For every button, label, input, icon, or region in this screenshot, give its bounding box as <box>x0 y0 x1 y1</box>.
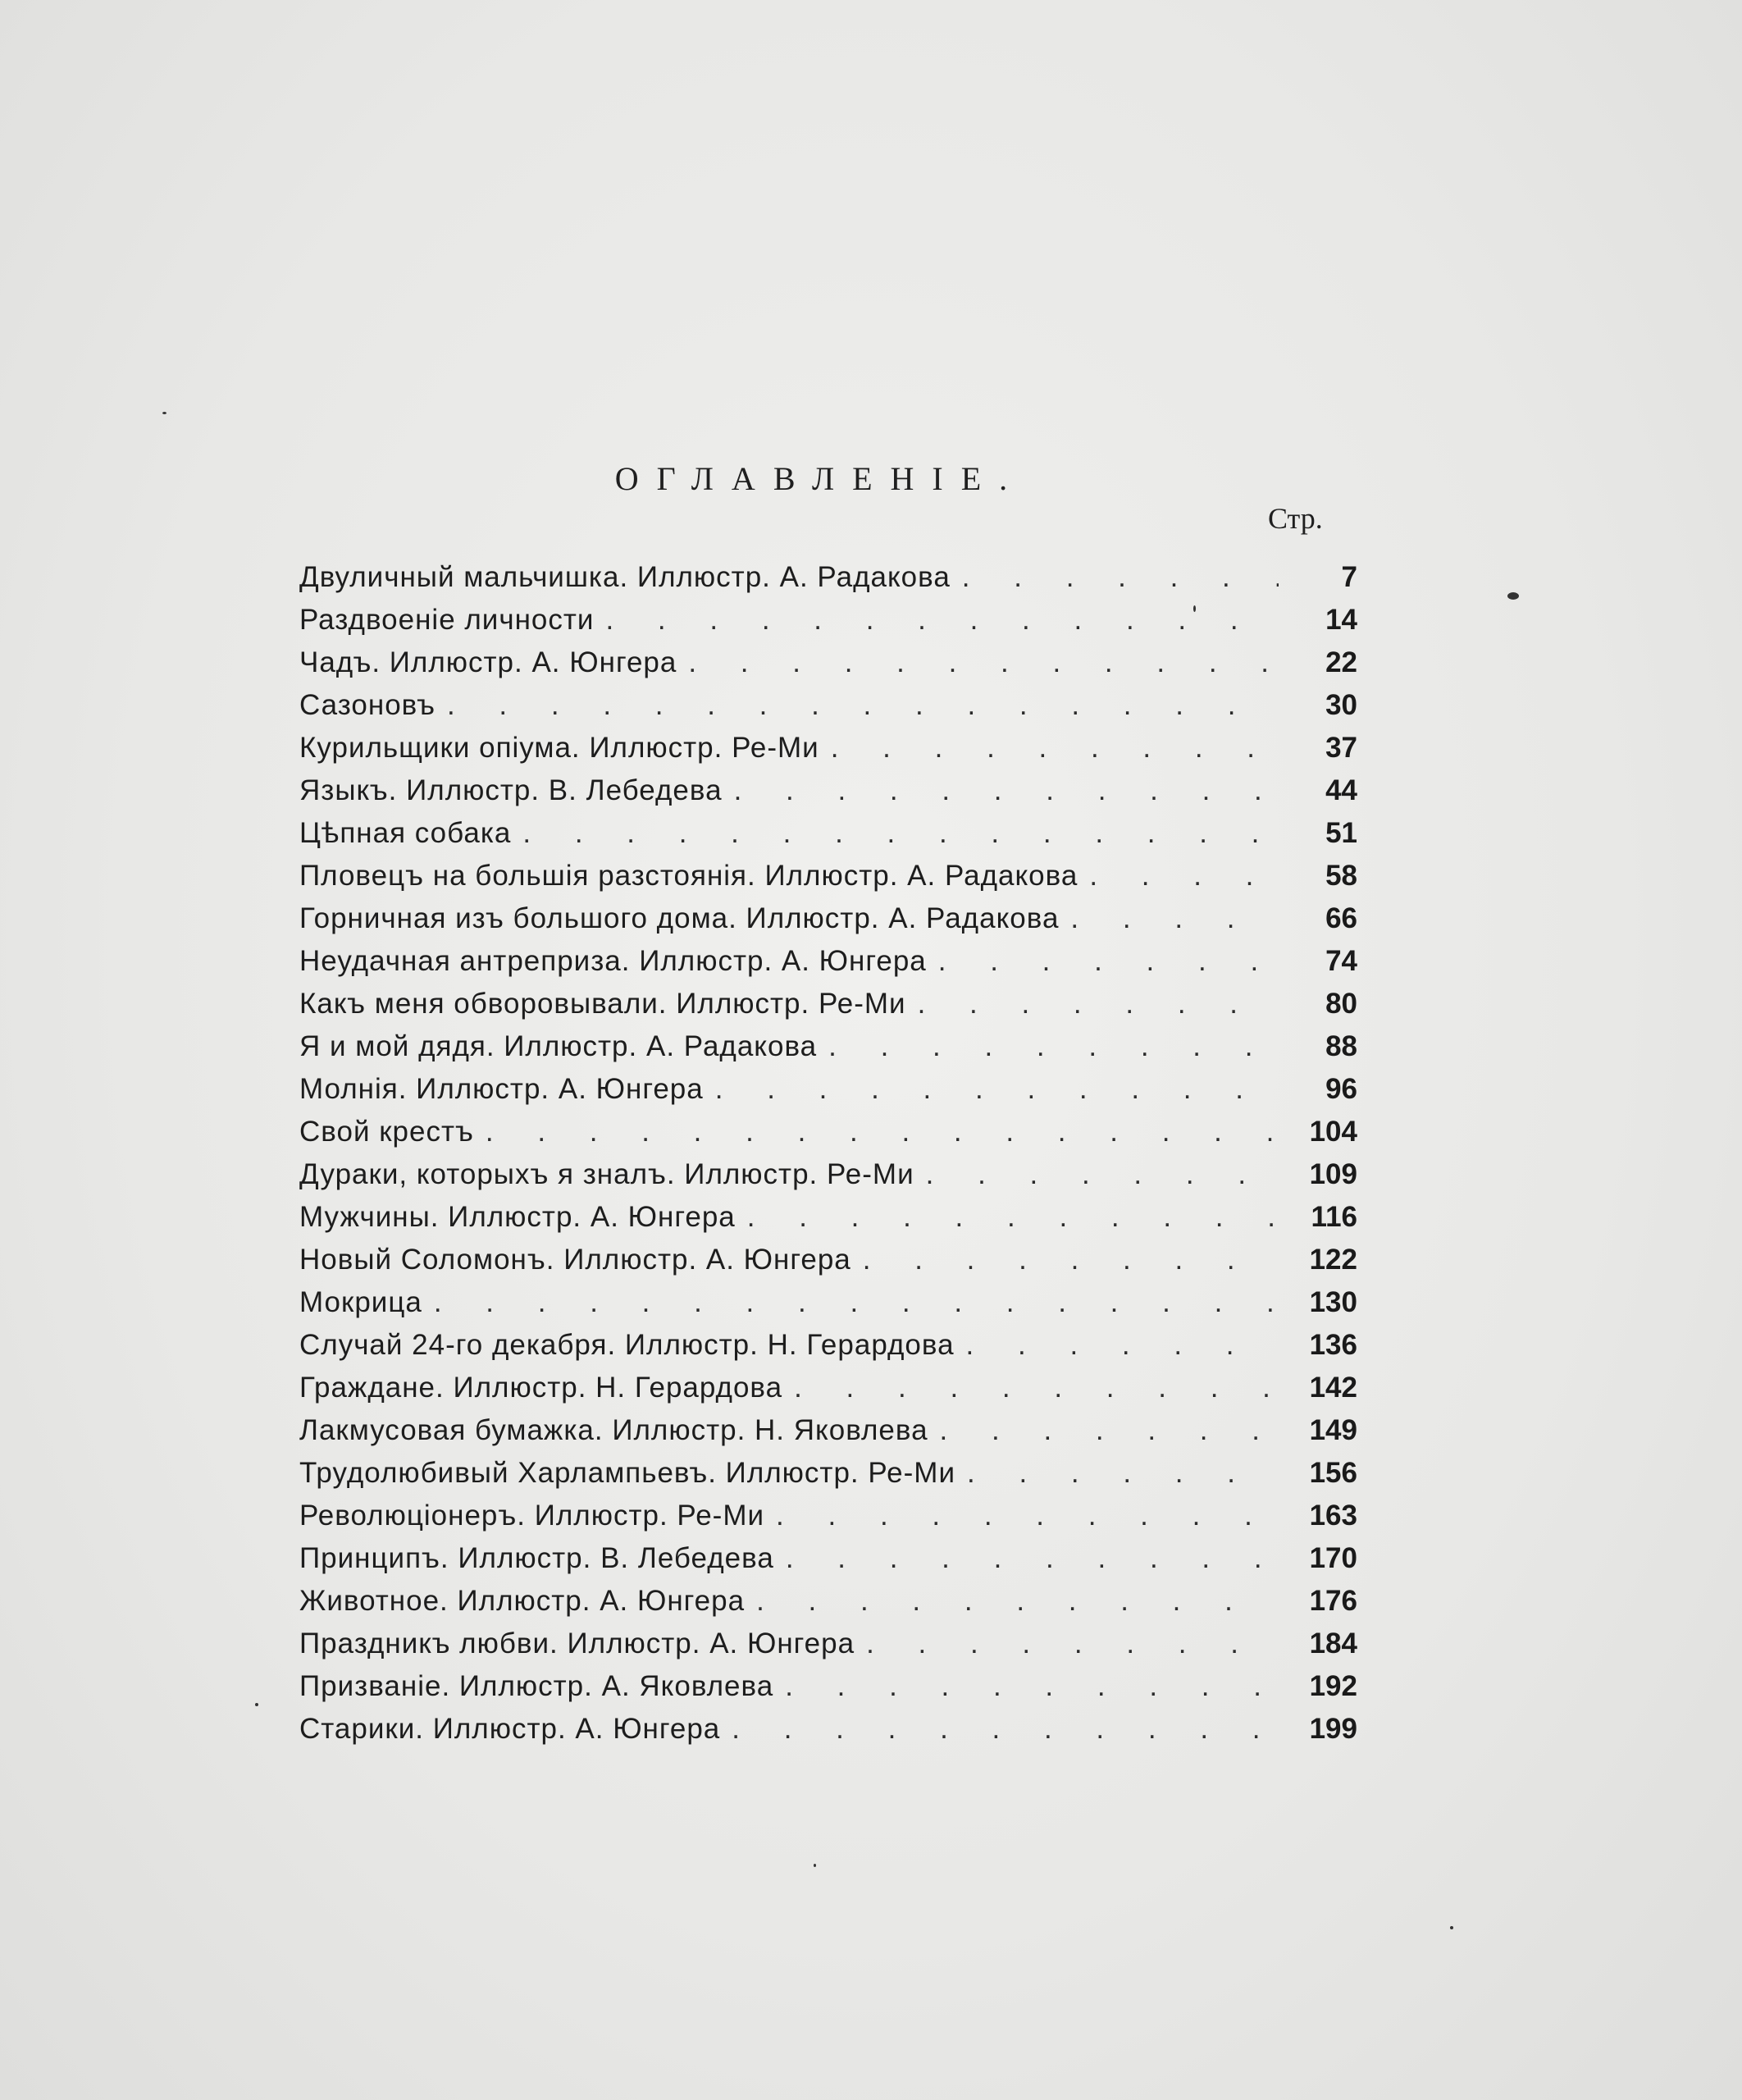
paper-speck <box>1450 1926 1453 1929</box>
toc-entry-page-number: 74 <box>1325 945 1357 977</box>
dot-leader <box>745 1585 1279 1618</box>
dot-leader <box>422 1286 1279 1319</box>
dot-leader <box>474 1116 1279 1148</box>
toc-entry-page-number: 30 <box>1325 689 1357 721</box>
dot-leader <box>951 561 1279 594</box>
toc-entry-title: Животное. Иллюстр. А. Юнгера <box>299 1585 746 1617</box>
toc-entry-title: Двуличный мальчишка. Иллюстр. А. Радакова <box>299 561 951 593</box>
toc-entry-page-number: 58 <box>1325 860 1357 892</box>
toc-entry-page-number: 22 <box>1325 646 1357 678</box>
dot-leader <box>906 988 1279 1020</box>
dot-leader <box>955 1329 1279 1362</box>
dot-leader <box>720 1713 1279 1746</box>
toc-entry <box>299 1073 1357 1116</box>
toc-entry <box>299 1500 1357 1542</box>
toc-entry-title: Старики. Иллюстр. А. Юнгера <box>299 1713 721 1745</box>
toc-entry <box>299 945 1357 988</box>
toc-entry-title: Граждане. Иллюстр. Н. Герардова <box>299 1372 783 1404</box>
toc-entry-page-number: 51 <box>1325 817 1357 849</box>
toc-entry <box>299 732 1357 774</box>
toc-entry-page-number: 44 <box>1325 774 1357 806</box>
dot-leader <box>773 1670 1279 1703</box>
toc-entry-title: Молнія. Иллюстр. А. Юнгера <box>299 1073 704 1105</box>
toc-entry-title: Принципъ. Иллюстр. В. Лебедева <box>299 1542 774 1574</box>
paper-speck <box>814 1864 816 1867</box>
toc-entry-title: Неудачная антреприза. Иллюстр. А. Юнгера <box>299 945 927 977</box>
toc-entry-page-number: 184 <box>1309 1628 1357 1659</box>
paper-speck <box>1193 605 1196 612</box>
toc-entry <box>299 561 1357 604</box>
toc-entry-page-number: 80 <box>1325 988 1357 1020</box>
toc-entry-title: Горничная изъ большого дома. Иллюстр. А. Радакова <box>299 902 1060 934</box>
toc-entry-page-number: 122 <box>1309 1244 1357 1276</box>
toc-entry <box>299 1158 1357 1201</box>
toc-entry <box>299 1286 1357 1329</box>
toc-entry-title: Случай 24-го декабря. Иллюстр. Н. Герардова <box>299 1329 955 1361</box>
toc-entry-title: Трудолюбивый Харлампьевъ. Иллюстр. Ре-Ми <box>299 1457 956 1489</box>
paper-speck <box>162 412 166 414</box>
dot-leader <box>955 1457 1279 1490</box>
toc-entry <box>299 1713 1357 1755</box>
table-of-contents <box>299 561 1357 1755</box>
dot-leader <box>704 1073 1279 1106</box>
toc-entry-page-number: 109 <box>1309 1158 1357 1190</box>
toc-entry-page-number: 199 <box>1309 1713 1357 1745</box>
toc-entry-page-number: 136 <box>1309 1329 1357 1361</box>
paper-speck <box>1507 592 1519 600</box>
toc-entry <box>299 1116 1357 1158</box>
toc-entry-page-number: 142 <box>1309 1372 1357 1404</box>
paper-speck <box>255 1703 258 1706</box>
toc-entry-page-number: 116 <box>1311 1201 1357 1233</box>
toc-entry <box>299 1244 1357 1286</box>
toc-entry <box>299 1030 1357 1073</box>
toc-entry-title: Сазоновъ <box>299 689 436 721</box>
toc-entry <box>299 1201 1357 1244</box>
toc-entry-title: Мужчины. Иллюстр. А. Юнгера <box>299 1201 736 1233</box>
dot-leader <box>855 1628 1279 1660</box>
toc-entry-page-number: 149 <box>1309 1414 1357 1446</box>
toc-entry-page-number: 7 <box>1341 561 1357 593</box>
dot-leader <box>774 1542 1279 1575</box>
toc-entry <box>299 1670 1357 1713</box>
toc-entry-title: Чадъ. Иллюстр. А. Юнгера <box>299 646 677 678</box>
toc-entry <box>299 689 1357 732</box>
toc-entry-page-number: 170 <box>1309 1542 1357 1574</box>
dot-leader <box>723 774 1279 807</box>
dot-leader <box>927 945 1279 978</box>
toc-entry-page-number: 163 <box>1309 1500 1357 1532</box>
toc-entry-title: Мокрица <box>299 1286 422 1318</box>
toc-entry-title: Призваніе. Иллюстр. А. Яковлева <box>299 1670 774 1702</box>
toc-entry-page-number: 104 <box>1309 1116 1357 1148</box>
dot-leader <box>436 689 1279 722</box>
dot-leader <box>817 1030 1279 1063</box>
toc-entry-title: Праздникъ любви. Иллюстр. А. Юнгера <box>299 1628 855 1659</box>
toc-entry-title: Пловецъ на большія разстоянія. Иллюстр. А. Радакова <box>299 860 1078 892</box>
toc-entry-title: Курильщики опіума. Иллюстр. Ре-Ми <box>299 732 819 764</box>
toc-entry-page-number: 37 <box>1325 732 1357 764</box>
toc-entry-page-number: 66 <box>1325 902 1357 934</box>
toc-entry <box>299 1542 1357 1585</box>
toc-entry <box>299 1457 1357 1500</box>
toc-entry-page-number: 176 <box>1309 1585 1357 1617</box>
dot-leader <box>928 1414 1279 1447</box>
toc-entry-title: Революціонеръ. Иллюстр. Ре-Ми <box>299 1500 765 1532</box>
toc-entry <box>299 1372 1357 1414</box>
toc-entry-page-number: 96 <box>1325 1073 1357 1105</box>
toc-entry-page-number: 192 <box>1309 1670 1357 1702</box>
dot-leader <box>782 1372 1279 1404</box>
dot-leader <box>511 817 1279 850</box>
toc-entry-page-number: 130 <box>1309 1286 1357 1318</box>
toc-entry <box>299 774 1357 817</box>
toc-entry-page-number: 156 <box>1309 1457 1357 1489</box>
dot-leader <box>819 732 1279 765</box>
dot-leader <box>1078 860 1279 892</box>
toc-entry <box>299 817 1357 860</box>
toc-entry <box>299 1628 1357 1670</box>
toc-entry <box>299 604 1357 646</box>
toc-entry-title: Языкъ. Иллюстр. В. Лебедева <box>299 774 723 806</box>
dot-leader <box>914 1158 1279 1191</box>
contents-heading: ОГЛАВЛЕНІЕ. <box>614 460 1026 497</box>
toc-entry-title: Лакмусовая бумажка. Иллюстр. Н. Яковлева <box>299 1414 928 1446</box>
toc-entry-title: Новый Соломонъ. Иллюстр. А. Юнгера <box>299 1244 851 1276</box>
dot-leader <box>1059 902 1279 935</box>
toc-entry-title: Свой крестъ <box>299 1116 474 1148</box>
toc-entry <box>299 988 1357 1030</box>
dot-leader <box>851 1244 1279 1276</box>
toc-entry-title: Дураки, которыхъ я зналъ. Иллюстр. Ре-Ми <box>299 1158 914 1190</box>
toc-entry-title: Какъ меня обворовывали. Иллюстр. Ре-Ми <box>299 988 906 1020</box>
toc-entry <box>299 1329 1357 1372</box>
toc-entry-title: Цѣпная собака <box>299 817 512 849</box>
page-column-label: Стр. <box>1268 502 1323 535</box>
toc-entry <box>299 902 1357 945</box>
dot-leader <box>677 646 1279 679</box>
toc-entry <box>299 1414 1357 1457</box>
toc-entry <box>299 860 1357 902</box>
toc-entry <box>299 646 1357 689</box>
toc-entry-page-number: 88 <box>1325 1030 1357 1062</box>
toc-entry <box>299 1585 1357 1628</box>
toc-entry-page-number: 14 <box>1325 604 1357 636</box>
dot-leader <box>764 1500 1279 1532</box>
toc-entry-title: Я и мой дядя. Иллюстр. А. Радакова <box>299 1030 818 1062</box>
toc-entry-title: Раздвоеніе личности <box>299 604 595 636</box>
dot-leader <box>736 1201 1279 1234</box>
dot-leader <box>594 604 1279 637</box>
